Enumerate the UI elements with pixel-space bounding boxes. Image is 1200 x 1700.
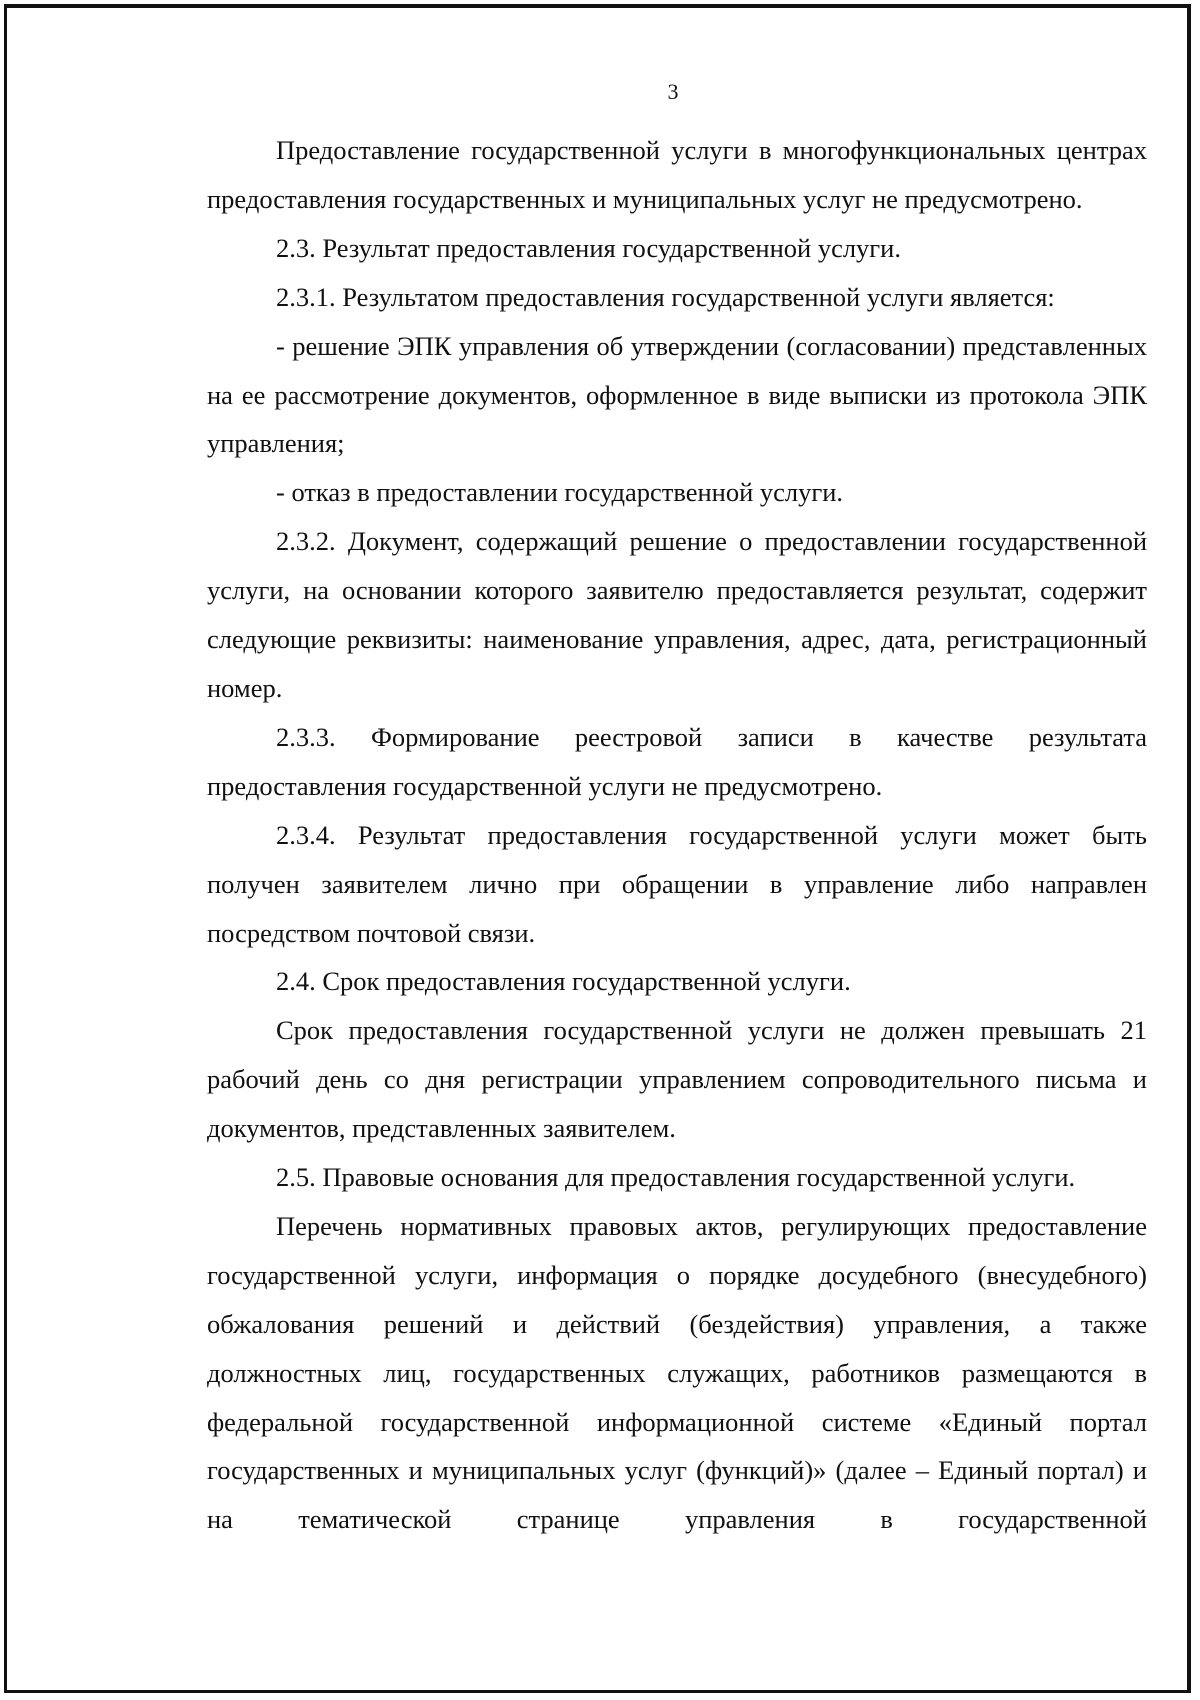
paragraph-2-3-1: 2.3.1. Результатом предоставления государственной услуги является: [276, 281, 1055, 312]
document-body [207, 126, 1147, 1544]
document-page [4, 4, 1191, 1693]
heading-2-3: 2.3. Результат предоставления государственной услуги. [276, 232, 901, 263]
heading-2-4: 2.4. Срок предоставления государственной услуги. [276, 966, 851, 997]
paragraph-legal-acts: Перечень нормативных правовых актов, регулирующих предоставление государственной услуги, информация о порядке досудебного (внесудебного) обжалования решений и действий (бездействия) управления, а также должностных лиц, государственных служащих, работников размещаются в федеральной государственной информационной системе «Единый портал государственных и муниципальных услуг (функций)» (далее – Единый портал) и на тематической странице управления в государственной [207, 1210, 1147, 1535]
list-item-epk-decision: - решение ЭПК управления об утверждении (согласовании) представленных на ее рассмотрение документов, оформленное в виде выписки из протокола ЭПК управления; [207, 330, 1147, 459]
heading-2-5: 2.5. Правовые основания для предоставления государственной услуги. [276, 1162, 1076, 1193]
paragraph-mfc: Предоставление государственной услуги в многофункциональных центрах предоставления государственных и муниципальных услуг не предусмотрено. [207, 135, 1147, 214]
paragraph-2-3-3: 2.3.3. Формирование реестровой записи в качестве результата предоставления государственной услуги не предусмотрено. [207, 721, 1147, 801]
page-number: 3 [667, 79, 679, 104]
paragraph-2-3-4: 2.3.4. Результат предоставления государственной услуги может быть получен заявителем лично при обращении в управление либо направлен посредством почтовой связи. [207, 819, 1147, 948]
paragraph-term: Срок предоставления государственной услуги не должен превышать 21 рабочий день со дня регистрации управлением сопроводительного письма и документов, представленных заявителем. [207, 1015, 1147, 1144]
list-item-refusal: - отказ в предоставлении государственной услуги. [276, 477, 844, 508]
paragraph-2-3-2: 2.3.2. Документ, содержащий решение о предоставлении государственной услуги, на основании которого заявителю предоставляется результат, содержит следующие реквизиты: наименование управления, адрес, дата, регистрационный номер. [207, 526, 1147, 703]
